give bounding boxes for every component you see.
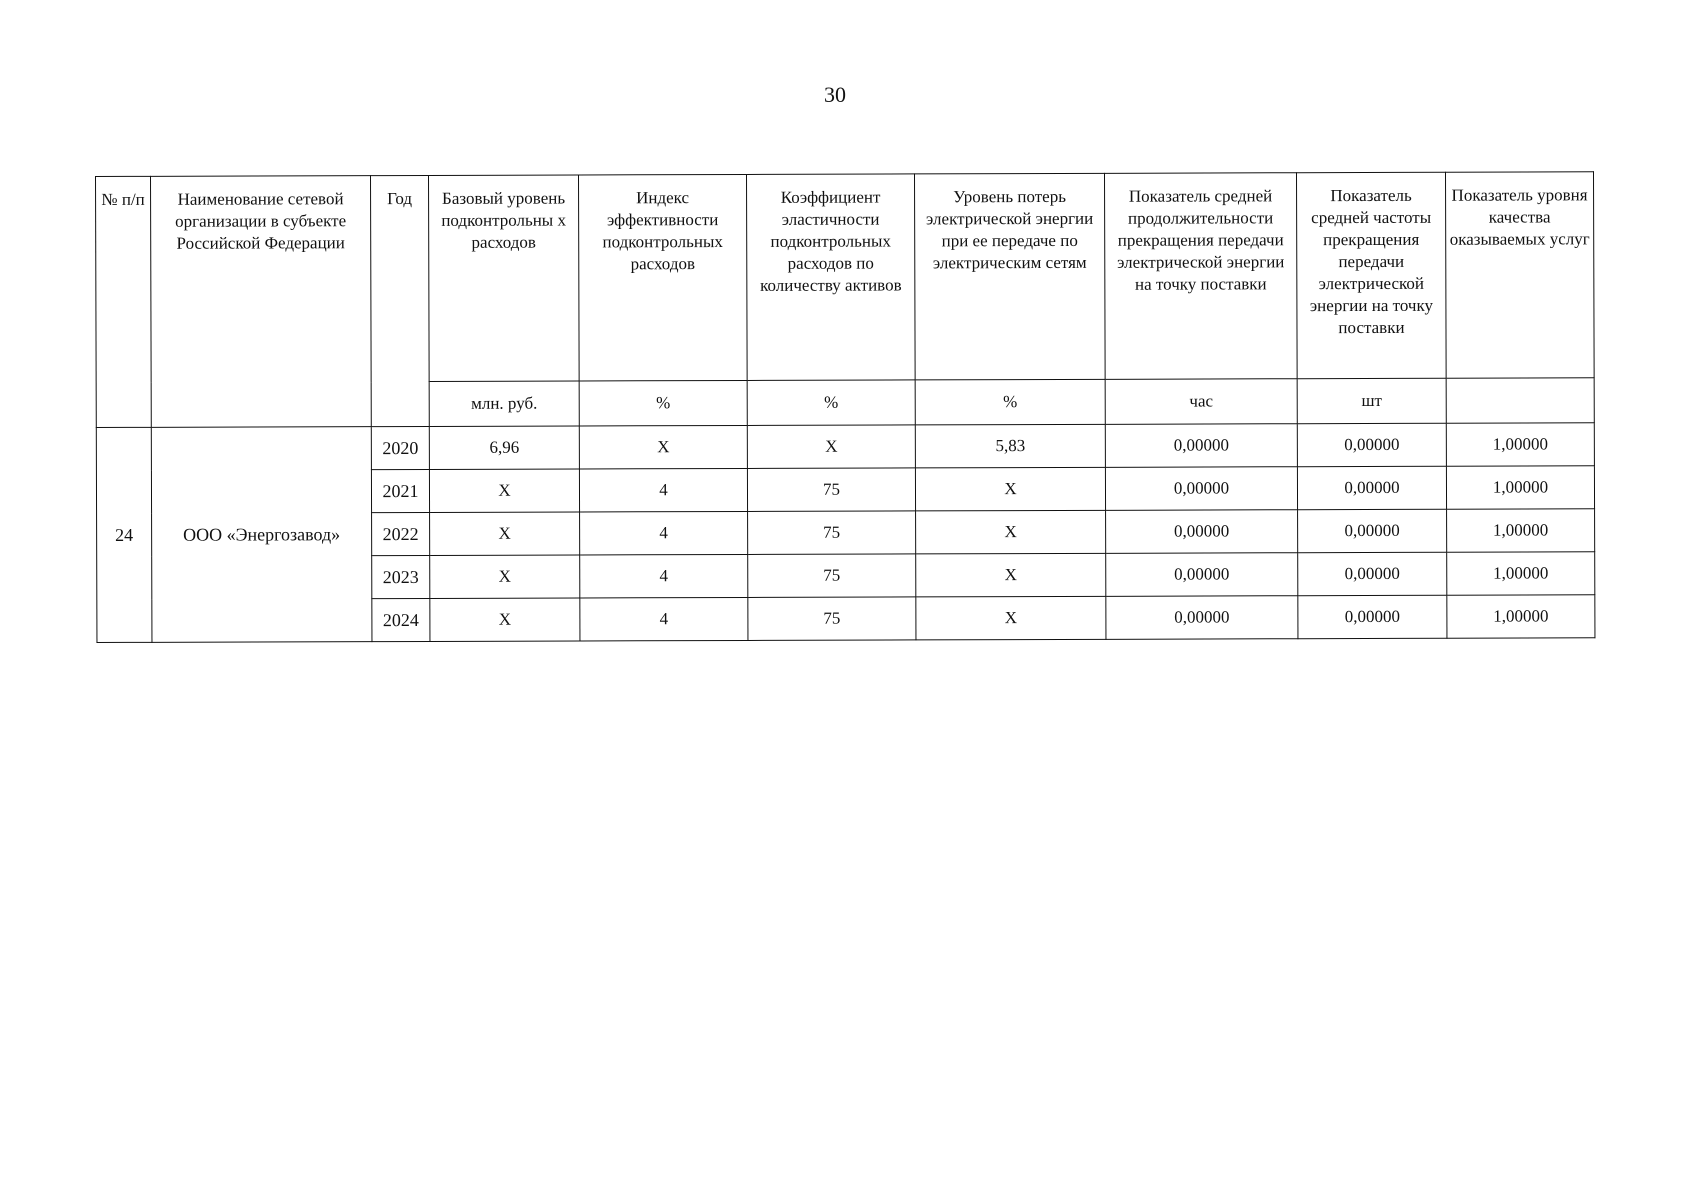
table-cell: 1,00000 bbox=[1447, 552, 1595, 595]
unit-loss-level: % bbox=[915, 379, 1105, 425]
table-cell: X bbox=[916, 553, 1106, 597]
table-cell: X bbox=[430, 512, 580, 555]
unit-quality-level bbox=[1446, 378, 1594, 423]
table-cell: X bbox=[430, 598, 580, 641]
table-cell: 0,00000 bbox=[1106, 510, 1298, 554]
table-cell: 0,00000 bbox=[1298, 552, 1447, 595]
table-cell: X bbox=[430, 555, 580, 598]
table-cell: 1,00000 bbox=[1447, 509, 1595, 552]
unit-efficiency-index: % bbox=[579, 380, 747, 426]
table-cell: 0,00000 bbox=[1297, 423, 1446, 466]
header-quality-level: Показатель уровня качества оказываемых услуг bbox=[1445, 172, 1594, 378]
table-cell: 0,00000 bbox=[1105, 467, 1297, 511]
table-cell: 5,83 bbox=[915, 424, 1105, 468]
header-row bbox=[96, 172, 1595, 383]
table-cell: 75 bbox=[747, 468, 915, 512]
table-cell: 6,96 bbox=[429, 426, 579, 469]
cell-year: 2021 bbox=[371, 469, 429, 512]
cell-year: 2023 bbox=[372, 555, 430, 598]
table-cell: 0,00000 bbox=[1105, 424, 1297, 468]
table-cell: 1,00000 bbox=[1446, 423, 1594, 466]
table-cell: X bbox=[579, 425, 747, 469]
indicators-table bbox=[95, 171, 1595, 643]
table-cell: 4 bbox=[580, 554, 748, 598]
indicators-table-wrapper bbox=[95, 171, 1594, 643]
header-organization: Наименование сетевой организации в субъекте Российской Федерации bbox=[151, 176, 372, 428]
entry-organization: ООО «Энергозавод» bbox=[151, 427, 372, 643]
header-loss-level: Уровень потерь электрической энергии при ее передаче по электрическим сетям bbox=[914, 173, 1105, 380]
table-cell: 4 bbox=[580, 511, 748, 555]
table-cell: 0,00000 bbox=[1106, 596, 1298, 640]
table-row bbox=[96, 423, 1594, 471]
page-number: 30 bbox=[824, 82, 846, 107]
table-cell: 0,00000 bbox=[1298, 509, 1447, 552]
header-num: № п/п bbox=[96, 176, 152, 427]
header-year: Год bbox=[371, 175, 430, 426]
table-cell: 1,00000 bbox=[1447, 595, 1595, 638]
table-cell: 75 bbox=[748, 554, 916, 598]
table-cell: X bbox=[747, 425, 915, 469]
unit-base-costs: млн. руб. bbox=[429, 381, 579, 426]
table-cell: 4 bbox=[580, 597, 748, 641]
header-avg-frequency: Показатель средней частоты прекращения передачи электрической энергии на точку поставки bbox=[1296, 172, 1446, 378]
table-cell: 1,00000 bbox=[1446, 466, 1594, 509]
cell-year: 2022 bbox=[372, 512, 430, 555]
header-avg-duration: Показатель средней продолжительности прекращения передачи электрической энергии на точку поставки bbox=[1104, 173, 1297, 380]
table-cell: X bbox=[916, 596, 1106, 640]
header-elasticity-coefficient: Коэффициент эластичности подконтрольных расходов по количеству активов bbox=[746, 174, 915, 381]
table-cell: 75 bbox=[748, 597, 916, 641]
table-cell: 4 bbox=[579, 468, 747, 512]
unit-elasticity-coefficient: % bbox=[747, 380, 915, 426]
unit-avg-duration: час bbox=[1105, 379, 1297, 425]
table-cell: X bbox=[915, 467, 1105, 511]
cell-year: 2020 bbox=[371, 426, 429, 469]
header-base-costs: Базовый уровень подконтрольны х расходов bbox=[428, 175, 579, 381]
cell-year: 2024 bbox=[372, 598, 430, 641]
entry-num: 24 bbox=[96, 427, 152, 642]
header-efficiency-index: Индекс эффективности подконтрольных расходов bbox=[578, 174, 747, 381]
table-cell: X bbox=[429, 469, 579, 512]
table-cell: X bbox=[916, 510, 1106, 554]
unit-avg-frequency: шт bbox=[1297, 378, 1446, 423]
table-cell: 75 bbox=[748, 511, 916, 555]
table-cell: 0,00000 bbox=[1298, 595, 1447, 638]
table-cell: 0,00000 bbox=[1106, 553, 1298, 597]
table-cell: 0,00000 bbox=[1297, 466, 1446, 509]
